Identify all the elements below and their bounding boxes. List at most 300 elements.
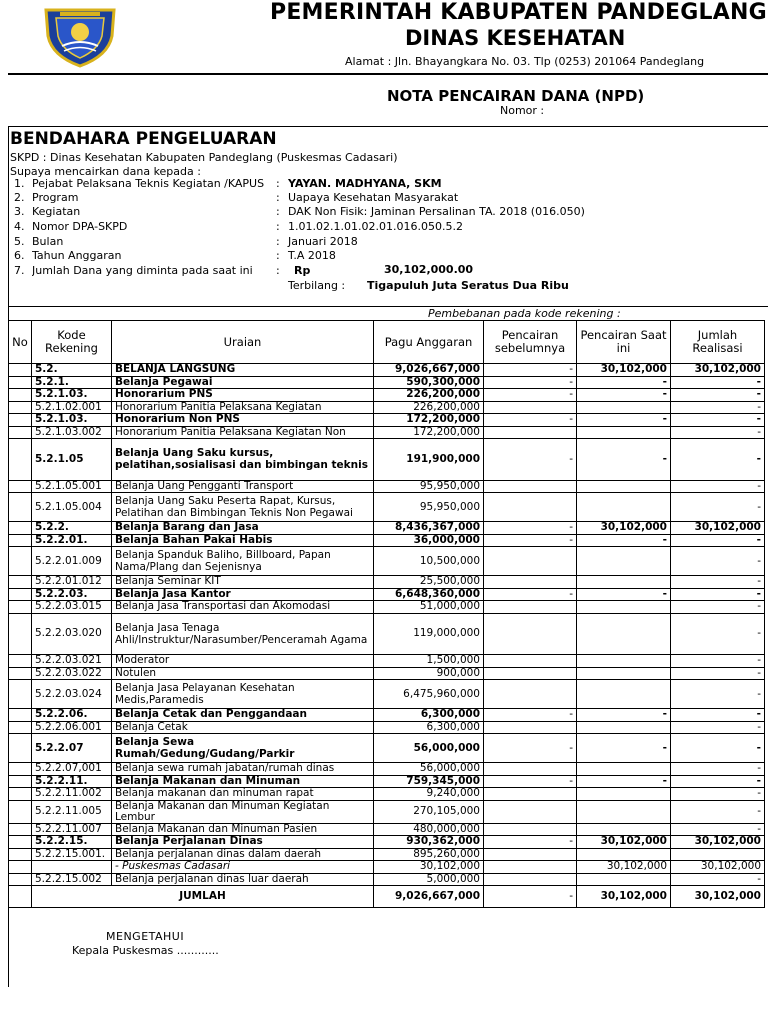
info-item-label: Tahun Anggaran xyxy=(32,249,122,262)
skpd-line: SKPD : Dinas Kesehatan Kabupaten Pandeglang (Puskesmas Cadasari) xyxy=(10,151,398,164)
kode-cell: 5.2.1.05.004 xyxy=(32,493,112,522)
nomor-label: Nomor : xyxy=(500,104,545,117)
table-row xyxy=(9,721,765,734)
saat-ini-cell: - xyxy=(577,389,671,402)
row-no-cell xyxy=(9,439,32,481)
uraian-cell: Belanja Uang Saku Peserta Rapat, Kursus, Pelatihan dan Bimbingan Teknis Non Pegawai xyxy=(112,493,374,522)
kode-cell: 5.2.1.03. xyxy=(32,414,112,427)
pagu-cell: 226,200,000 xyxy=(374,401,484,414)
document-title: NOTA PENCAIRAN DANA (NPD) xyxy=(387,87,645,105)
uraian-cell: Honorarium PNS xyxy=(112,389,374,402)
realisasi-cell: - xyxy=(671,576,765,589)
pagu-cell: 895,260,000 xyxy=(374,848,484,861)
kode-cell: 5.2.2.03.015 xyxy=(32,601,112,614)
header-sebelum: Pencairan sebelumnya xyxy=(484,321,577,364)
realisasi-cell: - xyxy=(671,788,765,801)
pagu-cell: 56,000,000 xyxy=(374,763,484,776)
pagu-cell: 930,362,000 xyxy=(374,836,484,849)
amount-value: 30,102,000.00 xyxy=(384,263,474,276)
pagu-cell: 25,500,000 xyxy=(374,576,484,589)
sebelum-cell xyxy=(484,480,577,493)
pagu-cell: 5,000,000 xyxy=(374,873,484,886)
kode-cell: 5.2.2.03.020 xyxy=(32,613,112,655)
sebelum-cell: - xyxy=(484,588,577,601)
info-item-label: Program xyxy=(32,191,79,204)
pagu-cell: 6,300,000 xyxy=(374,709,484,722)
sebelum-cell: - xyxy=(484,734,577,763)
info-item-value: Rp xyxy=(294,264,311,277)
table-row xyxy=(9,401,765,414)
table-row xyxy=(9,848,765,861)
sebelum-cell: - xyxy=(484,709,577,722)
saat-ini-cell: - xyxy=(577,775,671,788)
kode-cell: 5.2.2.11. xyxy=(32,775,112,788)
sebelum-cell xyxy=(484,613,577,655)
uraian-cell: Belanja sewa rumah jabatan/rumah dinas xyxy=(112,763,374,776)
kode-cell: 5.2.2.06. xyxy=(32,709,112,722)
uraian-cell: Belanja Makanan dan Minuman xyxy=(112,775,374,788)
uraian-cell: Belanja Barang dan Jasa xyxy=(112,522,374,535)
info-item-colon: : xyxy=(276,205,280,218)
uraian-cell: Belanja Jasa Kantor xyxy=(112,588,374,601)
table-row xyxy=(9,588,765,601)
saat-ini-cell xyxy=(577,426,671,439)
table-row xyxy=(9,800,765,823)
total-row xyxy=(9,886,765,908)
table-row xyxy=(9,836,765,849)
realisasi-cell: - xyxy=(671,547,765,576)
sebelum-cell xyxy=(484,788,577,801)
uraian-cell: Belanja Cetak dan Penggandaan xyxy=(112,709,374,722)
realisasi-cell: - xyxy=(671,667,765,680)
saat-ini-cell: - xyxy=(577,414,671,427)
header-kode: Kode Rekening xyxy=(32,321,112,364)
pagu-cell: 95,950,000 xyxy=(374,480,484,493)
row-no-cell xyxy=(9,522,32,535)
realisasi-cell: - xyxy=(671,439,765,481)
saat-ini-cell xyxy=(577,721,671,734)
total-saat-ini: 30,102,000 xyxy=(577,886,671,908)
saat-ini-cell xyxy=(577,823,671,836)
sebelum-cell xyxy=(484,823,577,836)
sebelum-cell xyxy=(484,763,577,776)
terbilang-value: Tigapuluh Juta Seratus Dua Ribu xyxy=(367,279,569,292)
uraian-cell: Belanja Uang Saku kursus, pelatihan,sosialisasi dan bimbingan teknis xyxy=(112,439,374,481)
uraian-cell: Belanja perjalanan dinas luar daerah xyxy=(112,873,374,886)
kode-cell: 5.2.2.15.002 xyxy=(32,873,112,886)
saat-ini-cell: 30,102,000 xyxy=(577,836,671,849)
supaya-line: Supaya mencairkan dana kepada : xyxy=(10,165,201,178)
pagu-cell: 36,000,000 xyxy=(374,534,484,547)
info-item-number: 2. xyxy=(14,191,25,204)
pagu-cell: 51,000,000 xyxy=(374,601,484,614)
kode-cell: 5.2.1. xyxy=(32,376,112,389)
pagu-cell: 759,345,000 xyxy=(374,775,484,788)
realisasi-cell: - xyxy=(671,873,765,886)
sebelum-cell: - xyxy=(484,414,577,427)
pagu-cell: 900,000 xyxy=(374,667,484,680)
row-no-cell xyxy=(9,547,32,576)
realisasi-cell: - xyxy=(671,613,765,655)
row-no-cell xyxy=(9,655,32,668)
uraian-cell: Belanja Bahan Pakai Habis xyxy=(112,534,374,547)
uraian-cell: Belanja makanan dan minuman rapat xyxy=(112,788,374,801)
sebelum-cell xyxy=(484,401,577,414)
header-uraian: Uraian xyxy=(112,321,374,364)
table-row xyxy=(9,667,765,680)
sebelum-cell: - xyxy=(484,376,577,389)
table-row xyxy=(9,823,765,836)
row-no-cell xyxy=(9,601,32,614)
sebelum-cell xyxy=(484,493,577,522)
saat-ini-cell xyxy=(577,601,671,614)
row-no-cell xyxy=(9,709,32,722)
info-item-label: Bulan xyxy=(32,235,64,248)
info-item-colon: : xyxy=(276,264,280,277)
kode-cell: 5.2.2. xyxy=(32,522,112,535)
row-no-cell xyxy=(9,823,32,836)
sebelum-cell xyxy=(484,873,577,886)
saat-ini-cell xyxy=(577,848,671,861)
realisasi-cell: 30,102,000 xyxy=(671,522,765,535)
realisasi-cell: - xyxy=(671,414,765,427)
pagu-cell: 480,000,000 xyxy=(374,823,484,836)
budget-table xyxy=(8,320,765,908)
kode-cell: 5.2.2.07,001 xyxy=(32,763,112,776)
row-no-cell xyxy=(9,886,32,908)
realisasi-cell xyxy=(671,848,765,861)
saat-ini-cell: - xyxy=(577,709,671,722)
table-row xyxy=(9,534,765,547)
realisasi-cell: - xyxy=(671,601,765,614)
table-row xyxy=(9,655,765,668)
table-row xyxy=(9,493,765,522)
realisasi-cell: - xyxy=(671,376,765,389)
info-item-number: 4. xyxy=(14,220,25,233)
realisasi-cell: - xyxy=(671,480,765,493)
uraian-cell: Moderator xyxy=(112,655,374,668)
pagu-cell: 1,500,000 xyxy=(374,655,484,668)
header-title-line2: DINAS KESEHATAN xyxy=(405,26,626,50)
row-no-cell xyxy=(9,680,32,709)
header-no: No xyxy=(9,321,32,364)
table-row xyxy=(9,414,765,427)
saat-ini-cell xyxy=(577,480,671,493)
saat-ini-cell: - xyxy=(577,376,671,389)
kepala-label: Kepala Puskesmas ............ xyxy=(72,944,219,957)
pagu-cell: 191,900,000 xyxy=(374,439,484,481)
sebelum-cell: - xyxy=(484,364,577,377)
saat-ini-cell xyxy=(577,788,671,801)
saat-ini-cell: 30,102,000 xyxy=(577,861,671,874)
info-item-colon: : xyxy=(276,249,280,262)
realisasi-cell: - xyxy=(671,534,765,547)
header-title-line1: PEMERINTAH KABUPATEN PANDEGLANG xyxy=(270,0,767,25)
kode-cell: 5.2.1.02.001 xyxy=(32,401,112,414)
uraian-cell: Belanja Jasa Transportasi dan Akomodasi xyxy=(112,601,374,614)
sebelum-cell: - xyxy=(484,389,577,402)
table-row xyxy=(9,439,765,481)
table-caption: Pembebanan pada kode rekening : xyxy=(428,307,621,320)
table-row xyxy=(9,709,765,722)
table-row xyxy=(9,613,765,655)
header-realisasi: Jumlah Realisasi xyxy=(671,321,765,364)
info-item-label: Pejabat Pelaksana Teknis Kegiatan /KAPUS xyxy=(32,177,265,190)
realisasi-cell: - xyxy=(671,823,765,836)
pagu-cell: 270,105,000 xyxy=(374,800,484,823)
header-divider xyxy=(8,73,768,75)
row-no-cell xyxy=(9,861,32,874)
saat-ini-cell: 30,102,000 xyxy=(577,522,671,535)
info-item-label: Nomor DPA-SKPD xyxy=(32,220,128,233)
row-no-cell xyxy=(9,788,32,801)
info-item-colon: : xyxy=(276,177,280,190)
total-sebelum: - xyxy=(484,886,577,908)
sebelum-cell xyxy=(484,800,577,823)
kode-cell: 5.2.1.03. xyxy=(32,389,112,402)
mengetahui-label: MENGETAHUI xyxy=(106,930,185,943)
row-no-cell xyxy=(9,763,32,776)
saat-ini-cell: - xyxy=(577,734,671,763)
uraian-cell: Belanja Jasa Pelayanan Kesehatan Medis,Paramedis xyxy=(112,680,374,709)
row-no-cell xyxy=(9,493,32,522)
kode-cell: 5.2.2.03.021 xyxy=(32,655,112,668)
kode-cell: 5.2.2.01. xyxy=(32,534,112,547)
realisasi-cell: - xyxy=(671,763,765,776)
info-item-label: Kegiatan xyxy=(32,205,81,218)
saat-ini-cell xyxy=(577,680,671,709)
realisasi-cell: 30,102,000 xyxy=(671,836,765,849)
uraian-cell: Honorarium Non PNS xyxy=(112,414,374,427)
kode-cell: 5.2.2.11.002 xyxy=(32,788,112,801)
uraian-cell: Notulen xyxy=(112,667,374,680)
kode-cell: 5.2.2.01.012 xyxy=(32,576,112,589)
row-no-cell xyxy=(9,800,32,823)
info-item-number: 5. xyxy=(14,235,25,248)
total-realisasi: 30,102,000 xyxy=(671,886,765,908)
realisasi-cell: - xyxy=(671,588,765,601)
row-no-cell xyxy=(9,426,32,439)
kode-cell: 5.2.2.11.005 xyxy=(32,800,112,823)
saat-ini-cell xyxy=(577,655,671,668)
realisasi-cell: 30,102,000 xyxy=(671,364,765,377)
saat-ini-cell xyxy=(577,800,671,823)
kode-cell: 5.2.1.03.002 xyxy=(32,426,112,439)
info-item-colon: : xyxy=(276,235,280,248)
uraian-cell: Belanja Jasa Tenaga Ahli/Instruktur/Narasumber/Penceramah Agama xyxy=(112,613,374,655)
total-pagu: 9,026,667,000 xyxy=(374,886,484,908)
uraian-cell: Belanja Makanan dan Minuman Pasien xyxy=(112,823,374,836)
info-item-colon: : xyxy=(276,191,280,204)
saat-ini-cell xyxy=(577,493,671,522)
kode-cell xyxy=(32,861,112,874)
row-no-cell xyxy=(9,414,32,427)
sebelum-cell: - xyxy=(484,836,577,849)
pagu-cell: 56,000,000 xyxy=(374,734,484,763)
realisasi-cell: - xyxy=(671,655,765,668)
row-no-cell xyxy=(9,734,32,763)
info-item-number: 3. xyxy=(14,205,25,218)
pagu-cell: 10,500,000 xyxy=(374,547,484,576)
realisasi-cell: - xyxy=(671,734,765,763)
row-no-cell xyxy=(9,848,32,861)
row-no-cell xyxy=(9,480,32,493)
table-row xyxy=(9,426,765,439)
kode-cell: 5.2.2.03. xyxy=(32,588,112,601)
kode-cell: 5.2.2.06.001 xyxy=(32,721,112,734)
pagu-cell: 9,240,000 xyxy=(374,788,484,801)
table-row xyxy=(9,522,765,535)
saat-ini-cell xyxy=(577,667,671,680)
uraian-cell: Belanja Cetak xyxy=(112,721,374,734)
realisasi-cell: - xyxy=(671,709,765,722)
pagu-cell: 9,026,667,000 xyxy=(374,364,484,377)
uraian-cell: Belanja Pegawai xyxy=(112,376,374,389)
saat-ini-cell: - xyxy=(577,439,671,481)
terbilang-label: Terbilang : xyxy=(288,279,346,292)
info-item-value: Januari 2018 xyxy=(288,235,358,248)
table-row xyxy=(9,547,765,576)
uraian-cell: Belanja Perjalanan Dinas xyxy=(112,836,374,849)
realisasi-cell: - xyxy=(671,493,765,522)
pagu-cell: 8,436,367,000 xyxy=(374,522,484,535)
info-item-value: YAYAN. MADHYANA, SKM xyxy=(288,177,442,190)
realisasi-cell: - xyxy=(671,721,765,734)
row-no-cell xyxy=(9,364,32,377)
sebelum-cell xyxy=(484,601,577,614)
pagu-cell: 6,475,960,000 xyxy=(374,680,484,709)
kode-cell: 5.2.2.11.007 xyxy=(32,823,112,836)
pagu-cell: 6,300,000 xyxy=(374,721,484,734)
sebelum-cell xyxy=(484,576,577,589)
info-item-label: Jumlah Dana yang diminta pada saat ini xyxy=(32,264,253,277)
saat-ini-cell xyxy=(577,613,671,655)
uraian-cell: Honorarium Panitia Pelaksana Kegiatan xyxy=(112,401,374,414)
sebelum-cell: - xyxy=(484,534,577,547)
info-item-number: 6. xyxy=(14,249,25,262)
sebelum-cell xyxy=(484,426,577,439)
uraian-cell: Belanja Uang Pengganti Transport xyxy=(112,480,374,493)
info-item-value: Uapaya Kesehatan Masyarakat xyxy=(288,191,459,204)
total-label: JUMLAH xyxy=(32,886,374,908)
kode-cell: 5.2.2.03.024 xyxy=(32,680,112,709)
table-row xyxy=(9,763,765,776)
saat-ini-cell: 30,102,000 xyxy=(577,364,671,377)
info-item-colon: : xyxy=(276,220,280,233)
pagu-cell: 119,000,000 xyxy=(374,613,484,655)
sebelum-cell: - xyxy=(484,775,577,788)
saat-ini-cell xyxy=(577,401,671,414)
kode-cell: 5.2.2.03.022 xyxy=(32,667,112,680)
sebelum-cell xyxy=(484,655,577,668)
sebelum-cell xyxy=(484,680,577,709)
pagu-cell: 30,102,000 xyxy=(374,861,484,874)
row-no-cell xyxy=(9,588,32,601)
row-no-cell xyxy=(9,721,32,734)
info-item-value: DAK Non Fisik: Jaminan Persalinan TA. 2018 (016.050) xyxy=(288,205,585,218)
saat-ini-cell xyxy=(577,873,671,886)
table-row xyxy=(9,734,765,763)
uraian-cell: Belanja perjalanan dinas dalam daerah xyxy=(112,848,374,861)
kode-cell: 5.2.2.15. xyxy=(32,836,112,849)
table-row xyxy=(9,376,765,389)
row-no-cell xyxy=(9,873,32,886)
kode-cell: 5.2.2.15.001. xyxy=(32,848,112,861)
section-title: BENDAHARA PENGELUARAN xyxy=(10,129,277,149)
row-no-cell xyxy=(9,775,32,788)
pagu-cell: 95,950,000 xyxy=(374,493,484,522)
kode-cell: 5.2.2.07 xyxy=(32,734,112,763)
uraian-cell: Honorarium Panitia Pelaksana Kegiatan Non xyxy=(112,426,374,439)
row-no-cell xyxy=(9,836,32,849)
realisasi-cell: - xyxy=(671,401,765,414)
sebelum-cell xyxy=(484,547,577,576)
realisasi-cell: - xyxy=(671,800,765,823)
info-item-number: 1. xyxy=(14,177,25,190)
header-pagu: Pagu Anggaran xyxy=(374,321,484,364)
saat-ini-cell xyxy=(577,576,671,589)
pagu-cell: 590,300,000 xyxy=(374,376,484,389)
pagu-cell: 226,200,000 xyxy=(374,389,484,402)
pagu-cell: 172,200,000 xyxy=(374,426,484,439)
sebelum-cell: - xyxy=(484,522,577,535)
saat-ini-cell: - xyxy=(577,534,671,547)
pagu-cell: 6,648,360,000 xyxy=(374,588,484,601)
realisasi-cell: - xyxy=(671,426,765,439)
uraian-cell: Belanja Makanan dan Minuman Kegiatan Lembur xyxy=(112,800,374,823)
uraian-cell: - Puskesmas Cadasari xyxy=(112,861,374,874)
kode-cell: 5.2.1.05 xyxy=(32,439,112,481)
uraian-cell: Belanja Spanduk Baliho, Billboard, Papan Nama/Plang dan Sejenisnya xyxy=(112,547,374,576)
sebelum-cell xyxy=(484,721,577,734)
row-no-cell xyxy=(9,534,32,547)
kode-cell: 5.2.2.01.009 xyxy=(32,547,112,576)
saat-ini-cell xyxy=(577,547,671,576)
table-row xyxy=(9,601,765,614)
government-logo xyxy=(40,6,120,68)
kode-cell: 5.2. xyxy=(32,364,112,377)
info-item-value: T.A 2018 xyxy=(288,249,336,262)
table-row xyxy=(9,775,765,788)
realisasi-cell: - xyxy=(671,775,765,788)
row-no-cell xyxy=(9,389,32,402)
info-divider xyxy=(8,306,768,307)
saat-ini-cell xyxy=(577,763,671,776)
realisasi-cell: 30,102,000 xyxy=(671,861,765,874)
table-row xyxy=(9,576,765,589)
row-no-cell xyxy=(9,667,32,680)
realisasi-cell: - xyxy=(671,389,765,402)
pagu-cell: 172,200,000 xyxy=(374,414,484,427)
table-row xyxy=(9,680,765,709)
sebelum-cell: - xyxy=(484,439,577,481)
uraian-cell: BELANJA LANGSUNG xyxy=(112,364,374,377)
table-row xyxy=(9,389,765,402)
info-item-number: 7. xyxy=(14,264,25,277)
row-no-cell xyxy=(9,613,32,655)
sebelum-cell xyxy=(484,667,577,680)
sebelum-cell xyxy=(484,848,577,861)
row-no-cell xyxy=(9,401,32,414)
uraian-cell: Belanja Sewa Rumah/Gedung/Gudang/Parkir xyxy=(112,734,374,763)
row-no-cell xyxy=(9,376,32,389)
table-row xyxy=(9,480,765,493)
header-address: Alamat : Jln. Bhayangkara No. 03. Tlp (0253) 201064 Pandeglang xyxy=(345,55,705,68)
saat-ini-cell: - xyxy=(577,588,671,601)
realisasi-cell: - xyxy=(671,680,765,709)
table-row xyxy=(9,873,765,886)
info-item-value: 1.01.02.1.01.02.01.016.050.5.2 xyxy=(288,220,463,233)
